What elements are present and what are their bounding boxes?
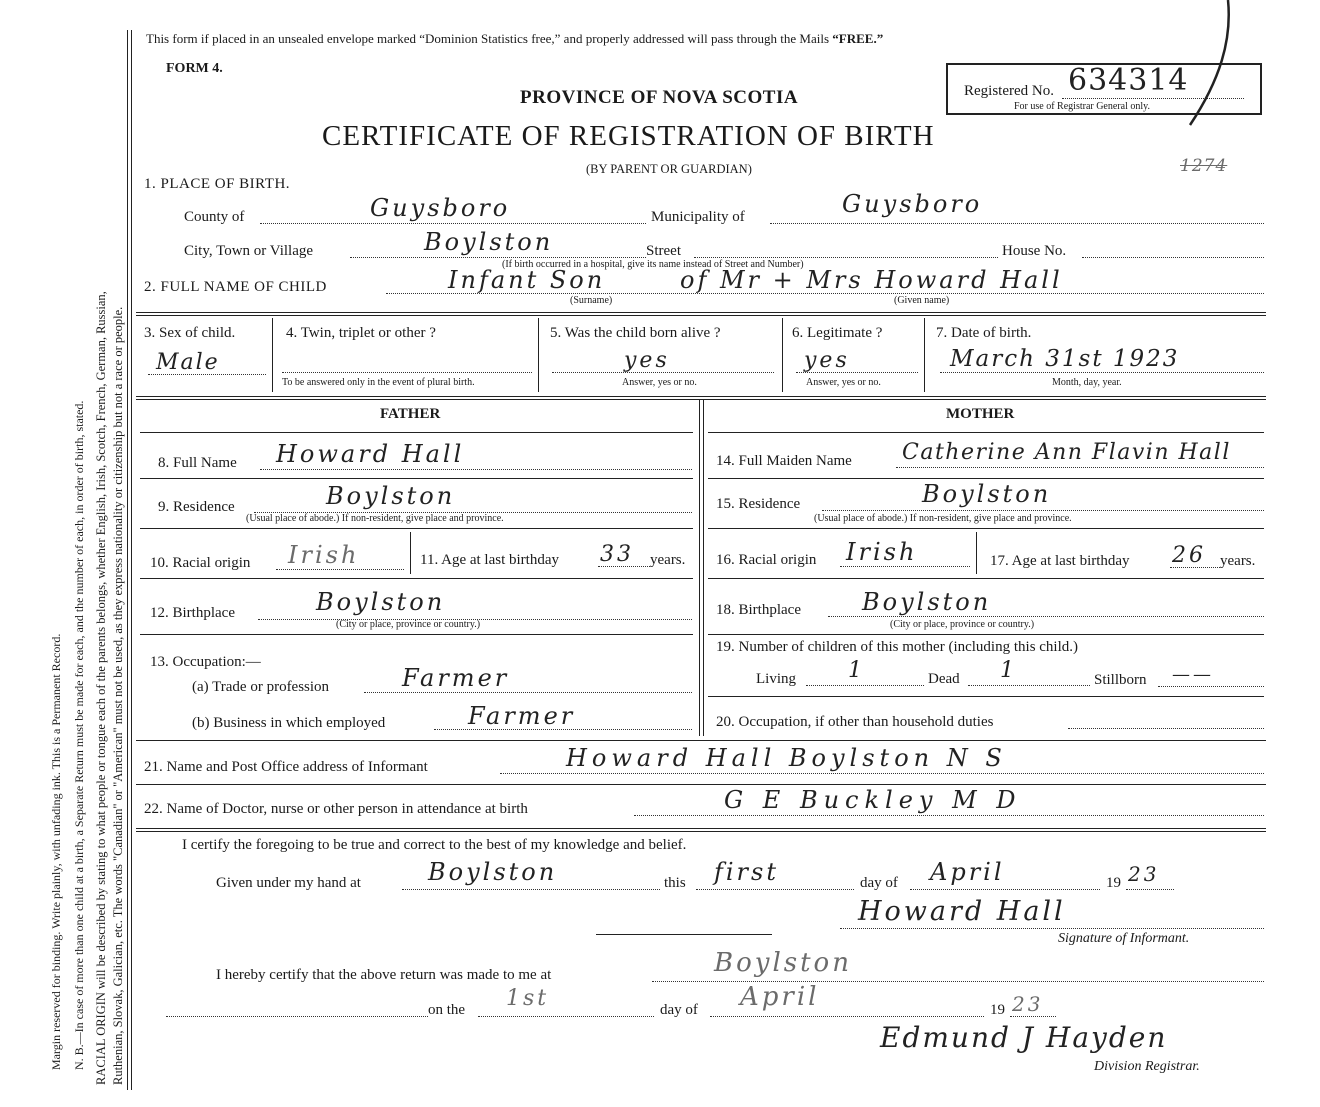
given-place-value[interactable]: Boylston [428,858,558,886]
parents-divider-2 [703,400,704,736]
place-of-birth-section: 1. PLACE OF BIRTH. [144,176,291,192]
child-surname-first: Infant Son [448,266,606,294]
father-rule-5 [140,634,693,635]
dead-value[interactable]: 1 [1000,658,1017,683]
mother-race-value[interactable]: Irish [846,538,918,566]
county-dots [260,223,646,224]
informant-label: 21. Name and Post Office address of Informant [144,759,428,775]
mother-age-value[interactable]: 26 [1172,543,1206,568]
mother-age-unit: years. [1220,553,1256,569]
rule-before-certification [136,828,1266,832]
street-dots [694,257,998,258]
mother-name-label: 14. Full Maiden Name [716,453,852,469]
registrar-statement: I hereby certify that the above return was made to me at [216,967,552,983]
mother-birthplace-value[interactable]: Boylston [862,588,992,616]
registered-label: Registered No. [964,83,1054,99]
stillborn-value[interactable]: —— [1172,664,1214,685]
rule-after-name [136,312,1266,316]
father-rule-3 [140,528,693,529]
divider-6-7 [924,318,925,392]
father-age-value[interactable]: 33 [600,542,634,567]
doctor-label: 22. Name of Doctor, nurse or other person in attendance at birth [144,801,528,817]
father-residence-caption: (Usual place of abode.) If non-resident, give place and province. [246,513,504,524]
county-label: County of [184,209,245,225]
hospital-note: (If birth occurred in a hospital, give its name instead of Street and Number) [502,259,804,270]
mother-heading: MOTHER [946,406,1015,422]
margin-note-racial-origin-cont: Ruthenian, Slovak, Galician, etc. The words "Canadian" or "American" must not be used, as they express nationality or citizenship but not a race or people. [111,306,125,1085]
registrar-month-dots [710,1016,984,1017]
city-value[interactable]: Boylston [424,228,554,256]
legitimate-label: 6. Legitimate ? [792,325,883,341]
cert-year-dots [1126,889,1174,890]
father-race-value[interactable]: Irish [288,541,360,569]
city-label: City, Town or Village [184,243,314,259]
margin-note-racial-origin: RACIAL ORIGIN will be described by stating to what people or tongue each of the parents belongs, whether English, Irish, Scotch, French, German, Russian, [94,291,108,1085]
father-trade-dots [364,692,692,693]
certificate-title: CERTIFICATE OF REGISTRATION OF BIRTH [322,120,935,152]
legitimate-caption: Answer, yes or no. [806,377,881,388]
house-dots [1082,257,1264,258]
informant-signature[interactable]: Howard Hall [858,896,1066,927]
cert-year-prefix: 19 [1106,875,1121,891]
this-value[interactable]: first [714,858,779,886]
stillborn-label: Stillborn [1094,672,1147,688]
parents-divider [699,400,700,736]
margin-note-binding: Margin reserved for binding. Write plainly, with unfading ink. This is a Permanent Record. [49,633,63,1070]
registrar-use-note: For use of Registrar General only. [1014,101,1150,112]
registrar-signature[interactable]: Edmund J Hayden [880,1021,1168,1054]
registrar-year-prefix: 19 [990,1002,1005,1018]
this-label: this [664,875,686,891]
alive-label: 5. Was the child born alive ? [550,325,721,341]
father-race-dots [276,569,404,570]
dob-label: 7. Date of birth. [936,325,1032,341]
municipality-label: Municipality of [651,209,745,225]
municipality-value[interactable]: Guysboro [842,190,983,218]
certification-statement: I certify the foregoing to be true and correct to the best of my knowledge and belief. [182,837,687,853]
mother-residence-value[interactable]: Boylston [922,480,1052,508]
given-label: Given under my hand at [216,875,361,891]
sex-label: 3. Sex of child. [144,325,236,341]
registrar-day-of-label: day of [660,1002,698,1018]
province-title: PROVINCE OF NOVA SCOTIA [520,87,799,108]
postal-note-free: “FREE.” [832,31,884,46]
divider-3-4 [272,318,273,392]
father-race-age-divider [410,532,411,574]
cert-month-value[interactable]: April [930,858,1005,886]
mother-children-label: 19. Number of children of this mother (including this child.) [716,639,1079,655]
mother-birthplace-caption: (City or place, province or country.) [890,619,1035,630]
mother-race-dots [840,566,970,567]
mother-name-value[interactable]: Catherine Ann Flavin Hall [902,440,1231,465]
given-place-dots [402,889,660,890]
child-name-label: 2. FULL NAME OF CHILD [144,279,327,295]
dob-dots [940,372,1264,373]
mother-residence-label: 15. Residence [716,496,801,512]
pen-stroke-path [1190,0,1229,125]
mother-race-age-divider [976,532,977,574]
registered-number: 634314 [1068,63,1189,98]
informant-value[interactable]: Howard Hall Boylston N S [566,744,1007,772]
mother-rule-6 [708,696,1264,697]
registrar-month-value[interactable]: April [740,982,820,1012]
father-birthplace-label: 12. Birthplace [150,605,235,621]
stillborn-dots [1158,686,1264,687]
father-age-unit: years. [650,552,686,568]
legitimate-dots [796,372,918,373]
living-value[interactable]: 1 [848,658,865,683]
certificate-subtitle: (BY PARENT OR GUARDIAN) [586,162,752,176]
father-rule-4 [140,578,693,579]
cert-year-value[interactable]: 23 [1128,862,1160,886]
mother-occupation-dots [1068,728,1264,729]
mother-birthplace-dots [828,616,1264,617]
margin-rule [127,30,128,1090]
child-surname-value[interactable] [448,268,605,292]
rule-before-doctor [136,784,1266,785]
father-occupation-label: 13. Occupation:— [150,654,261,670]
alive-value[interactable]: yes [624,348,670,373]
informant-signature-dots [840,928,1264,929]
margin-pen-stroke [1180,0,1240,130]
mother-age-label: 17. Age at last birthday [990,553,1130,569]
divider-4-5 [538,318,539,392]
margin-rule-inner [131,30,132,1090]
father-rule-2 [140,478,693,479]
postal-note-text: This form if placed in an unsealed envelope marked “Dominion Statistics free,” and properly addressed will pass through the Mails [146,31,833,46]
father-name-label: 8. Full Name [158,455,237,471]
father-business-label: (b) Business in which employed [192,715,386,731]
registrar-year-dots [1010,1016,1056,1017]
alive-caption: Answer, yes or no. [622,377,697,388]
mother-race-label: 16. Racial origin [716,552,817,568]
father-name-dots [260,469,692,470]
dead-label: Dead [928,671,960,687]
mother-residence-caption: (Usual place of abode.) If non-resident, give place and province. [814,513,1072,524]
municipality-dots [770,223,1264,224]
sex-dots [148,374,266,375]
mother-occupation-label: 20. Occupation, if other than household duties [716,714,994,730]
dob-caption: Month, day, year. [1052,377,1122,388]
mother-rule-4 [708,578,1264,579]
margin-note-multiple-births: N. B.—In case of more than one child at a birth, a Separate Return must be made for each, and the number of each, in order of birth, stated. [72,400,86,1070]
father-heading: FATHER [380,406,441,422]
mother-name-dots [896,467,1264,468]
cert-month-dots [910,889,1100,890]
mother-residence-dots [822,510,1264,511]
registrar-lead-dots [166,1016,428,1017]
this-dots [696,889,854,890]
father-trade-value[interactable]: Farmer [402,664,510,692]
twin-label: 4. Twin, triplet or other ? [286,325,436,341]
on-the-label: on the [428,1002,466,1018]
division-registrar-caption: Division Registrar. [1094,1059,1200,1074]
twin-note: To be answered only in the event of plural birth. [282,377,475,388]
surname-caption: (Surname) [570,295,613,306]
mother-rule-5 [708,634,1264,635]
divider-5-6 [782,318,783,392]
living-dots [806,685,924,686]
given-caption: (Given name) [894,295,950,306]
father-race-label: 10. Racial origin [150,555,251,571]
father-residence-label: 9. Residence [158,499,235,515]
street-label: Street [646,243,681,259]
dead-dots [968,685,1090,686]
father-trade-label: (a) Trade or profession [192,679,330,695]
twin-dots [282,372,532,373]
postal-note [146,32,883,45]
doctor-dots [634,815,1264,816]
signature-caption: Signature of Informant. [1058,931,1190,946]
rule-before-parents [136,396,1266,400]
alive-dots [552,372,774,373]
sex-value[interactable]: Male [156,350,220,375]
side-mark: 1274 [1180,156,1228,176]
mother-rule-1 [708,432,1264,433]
living-label: Living [756,671,796,687]
father-residence-value[interactable]: Boylston [326,482,456,510]
cert-day-of-label: day of [860,875,898,891]
mother-rule-3 [708,528,1264,529]
father-business-value[interactable]: Farmer [468,702,576,730]
registrar-year-value[interactable]: 23 [1012,992,1044,1016]
registrar-day-value[interactable]: 1st [506,986,550,1011]
informant-dots [500,773,1264,774]
doctor-value[interactable]: G E Buckley M D [724,786,1022,814]
mother-rule-2 [708,478,1264,479]
city-dots [350,257,646,258]
registrar-day-dots [478,1016,654,1017]
form-number: FORM 4. [166,61,223,76]
certification-separator [596,934,772,935]
father-name-value[interactable]: Howard Hall [276,440,465,468]
registrar-place-value[interactable]: Boylston [714,948,852,978]
county-value[interactable]: Guysboro [370,194,511,222]
rule-before-informant [136,740,1266,741]
house-label: House No. [1002,243,1067,259]
legitimate-value[interactable]: yes [804,348,850,373]
father-birthplace-value[interactable]: Boylston [316,588,446,616]
dob-value[interactable]: March 31st 1923 [950,346,1180,372]
father-age-label: 11. Age at last birthday [420,552,559,568]
father-birthplace-caption: (City or place, province or country.) [336,619,481,630]
father-rule-1 [140,432,693,433]
child-given-value[interactable]: of Mr + Mrs Howard Hall [680,266,1063,294]
mother-birthplace-label: 18. Birthplace [716,602,801,618]
